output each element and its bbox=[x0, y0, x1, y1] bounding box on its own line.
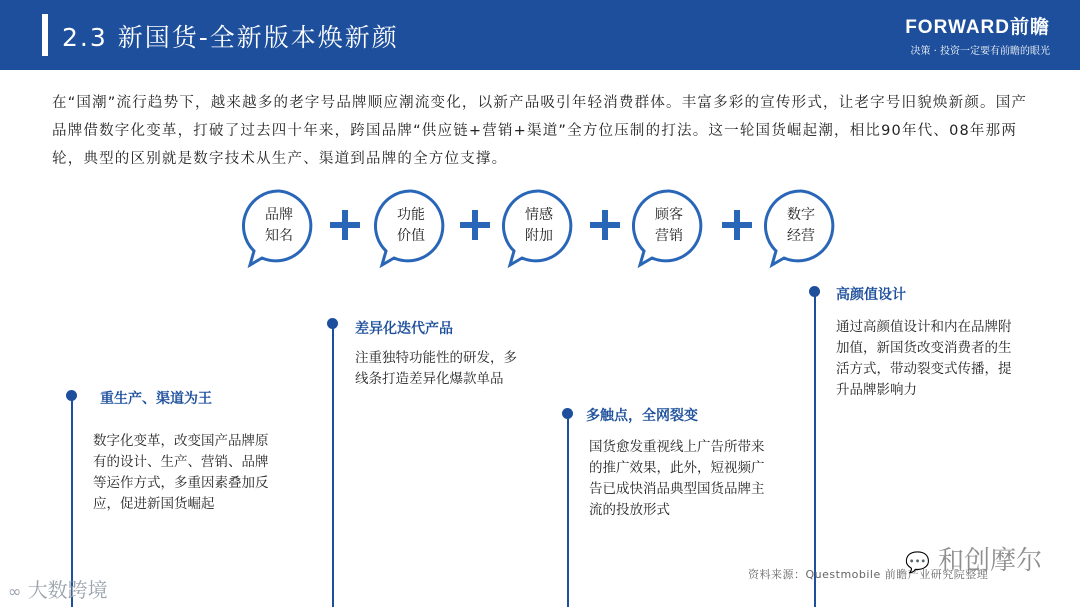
bubble-label: 附加 bbox=[525, 228, 553, 244]
timeline-dot bbox=[327, 318, 338, 329]
plus-icon bbox=[330, 210, 360, 240]
title-accent-bar bbox=[42, 14, 48, 56]
intro-paragraph: 在“国潮”流行趋势下，越来越多的老字号品牌顺应潮流变化，以新产品吸引年轻消费群体。丰富多彩的宣传形式，让老字号旧貌焕新颜。国产品牌借数字化变革，打破了过去四十年来，跨国品牌“供应链+营销+渠道”全方位压制的打法。这一轮国货崛起潮，相比90年代、08年那两轮，典型的区别就是数字技术从生产、渠道到品牌的全方位支撑。 bbox=[52, 95, 1028, 167]
timeline-stem bbox=[332, 326, 334, 607]
watermark-right: 💬 和创摩尔 bbox=[905, 546, 1043, 576]
bubble-label: 数字 bbox=[787, 207, 815, 223]
timeline-item-desc: 数字化变革，改变国产品牌原有的设计、生产、营销、品牌等运作方式，多重因素叠加反应，促进新国货崛起 bbox=[93, 433, 269, 512]
speech-bubble bbox=[372, 188, 450, 266]
bubble-label: 品牌 bbox=[265, 207, 293, 223]
brand-logo bbox=[905, 12, 1050, 57]
link-icon: ∞ bbox=[8, 582, 22, 601]
bubble-label: 功能 bbox=[397, 207, 425, 223]
factor-bubbles bbox=[240, 188, 820, 270]
source-note: 资料来源：Questmobile 前瞻产业研究院整理 bbox=[748, 568, 989, 581]
logo-brand-text: FORWARD前瞻 bbox=[905, 17, 1050, 38]
bubble-label: 营销 bbox=[655, 228, 683, 244]
bubble-label: 知名 bbox=[265, 228, 293, 244]
timeline-item-desc: 注重独特功能性的研发，多线条打造差异化爆款单品 bbox=[355, 350, 517, 387]
timeline-item-title: 重生产、渠道为王 bbox=[100, 391, 212, 407]
plus-icon bbox=[590, 210, 620, 240]
timeline-item-title: 差异化迭代产品 bbox=[355, 321, 453, 337]
speech-bubble bbox=[762, 188, 840, 266]
speech-bubble bbox=[240, 188, 318, 266]
header-bar bbox=[0, 0, 1080, 70]
timeline-stem bbox=[814, 292, 816, 607]
speech-bubble bbox=[500, 188, 578, 266]
speech-bubble bbox=[630, 188, 708, 266]
timeline-dot bbox=[562, 408, 573, 419]
timeline-stem bbox=[567, 416, 569, 607]
plus-icon bbox=[460, 210, 490, 240]
bubble-label: 情感 bbox=[525, 207, 553, 223]
page-title: 2.3 新国货-全新版本焕新颜 bbox=[62, 23, 399, 52]
bubble-label: 价值 bbox=[397, 228, 425, 244]
bubble-label: 顾客 bbox=[655, 207, 683, 223]
timeline-dot bbox=[66, 390, 77, 401]
timeline-item-title: 多触点，全网裂变 bbox=[586, 408, 698, 424]
timeline-item-desc: 通过高颜值设计和内在品牌附加值，新国货改变消费者的生活方式，带动裂变式传播，提升品牌影响力 bbox=[836, 319, 1012, 398]
logo-slogan: 决策 · 投资一定要有前瞻的眼光 bbox=[910, 46, 1050, 57]
watermark-left: ∞ 大数跨境 bbox=[8, 578, 108, 602]
plus-icon bbox=[722, 210, 752, 240]
timeline-item-title: 高颜值设计 bbox=[836, 287, 906, 303]
bubble-label: 经营 bbox=[787, 228, 815, 244]
timeline-dot bbox=[809, 286, 820, 297]
chat-icon: 💬 bbox=[905, 550, 930, 574]
timeline-item-desc: 国货愈发重视线上广告所带来的推广效果，此外，短视频广告已成快消品典型国货品牌主流的投放形式 bbox=[589, 439, 765, 518]
